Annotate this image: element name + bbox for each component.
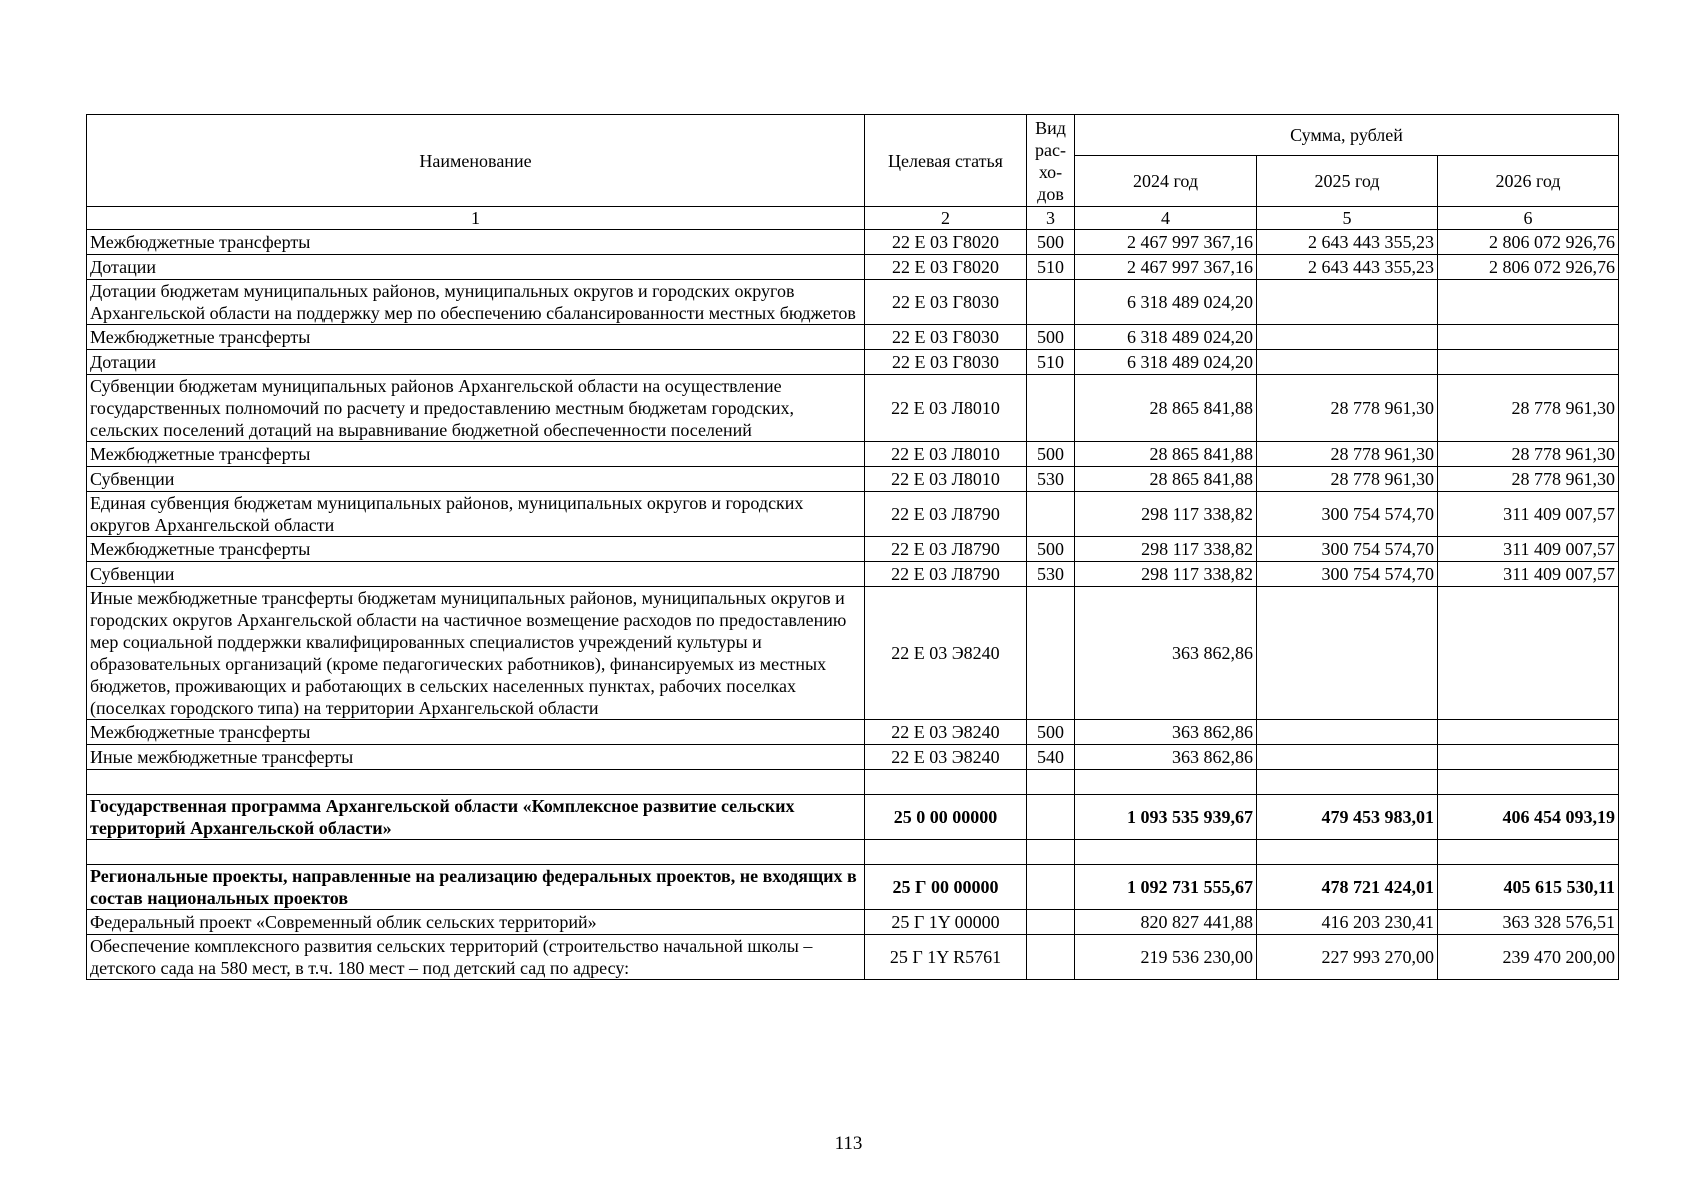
cell-sum-2024: 28 865 841,88 xyxy=(1075,442,1257,467)
cell-target-article: 22 Е 03 Э8240 xyxy=(865,745,1027,770)
table-row xyxy=(87,492,1619,537)
cell-sum-2026: 2 806 072 926,76 xyxy=(1438,255,1619,280)
cell-sum-2024: 2 467 997 367,16 xyxy=(1075,230,1257,255)
cell-name: Субвенции xyxy=(87,562,865,587)
cell-sum-2026: 28 778 961,30 xyxy=(1438,375,1619,442)
page-number: 113 xyxy=(834,1133,863,1154)
cell-sum-2026: 28 778 961,30 xyxy=(1438,442,1619,467)
cell-target-article: 25 Г 1Y 00000 xyxy=(865,910,1027,935)
table-row xyxy=(87,375,1619,442)
cell-target-article: 22 Е 03 Г8030 xyxy=(865,325,1027,350)
header-year-2026: 2026 год xyxy=(1438,156,1619,207)
table-row xyxy=(87,745,1619,770)
cell-expense-type: 500 xyxy=(1027,325,1075,350)
cell-name: Федеральный проект «Современный облик сельских территорий» xyxy=(87,910,865,935)
cell-sum-2024: 820 827 441,88 xyxy=(1075,910,1257,935)
cell-sum-2026 xyxy=(1438,720,1619,745)
cell-expense-type xyxy=(1027,840,1075,865)
cell-name: Межбюджетные трансферты xyxy=(87,442,865,467)
cell-name: Межбюджетные трансферты xyxy=(87,325,865,350)
cell-sum-2026: 28 778 961,30 xyxy=(1438,467,1619,492)
cell-sum-2025 xyxy=(1257,720,1438,745)
cell-expense-type: 540 xyxy=(1027,745,1075,770)
table-row xyxy=(87,442,1619,467)
table-row xyxy=(87,350,1619,375)
cell-sum-2024: 298 117 338,82 xyxy=(1075,492,1257,537)
cell-expense-type: 530 xyxy=(1027,562,1075,587)
cell-target-article: 22 Е 03 Г8020 xyxy=(865,255,1027,280)
column-number: 4 xyxy=(1075,207,1257,230)
table-row xyxy=(87,230,1619,255)
table-row xyxy=(87,910,1619,935)
cell-name xyxy=(87,840,865,865)
cell-expense-type xyxy=(1027,492,1075,537)
cell-sum-2025: 2 643 443 355,23 xyxy=(1257,255,1438,280)
cell-target-article: 22 Е 03 Л8790 xyxy=(865,492,1027,537)
cell-sum-2026 xyxy=(1438,325,1619,350)
budget-table xyxy=(86,114,1619,980)
cell-sum-2024: 2 467 997 367,16 xyxy=(1075,255,1257,280)
cell-target-article: 22 Е 03 Г8030 xyxy=(865,350,1027,375)
cell-target-article: 22 Е 03 Э8240 xyxy=(865,720,1027,745)
cell-expense-type xyxy=(1027,587,1075,720)
cell-expense-type: 500 xyxy=(1027,720,1075,745)
cell-sum-2025: 478 721 424,01 xyxy=(1257,865,1438,910)
header-row xyxy=(87,115,1619,156)
header-expense-type: Вид рас- хо- дов xyxy=(1027,115,1075,207)
column-number: 5 xyxy=(1257,207,1438,230)
cell-name: Региональные проекты, направленные на реализацию федеральных проектов, не входящих в состав национальных проектов xyxy=(87,865,865,910)
column-numbers-row xyxy=(87,207,1619,230)
cell-sum-2024: 363 862,86 xyxy=(1075,587,1257,720)
cell-sum-2026: 311 409 007,57 xyxy=(1438,537,1619,562)
cell-target-article: 25 0 00 00000 xyxy=(865,795,1027,840)
cell-sum-2026 xyxy=(1438,280,1619,325)
cell-sum-2026 xyxy=(1438,587,1619,720)
cell-sum-2024: 363 862,86 xyxy=(1075,745,1257,770)
table-row xyxy=(87,935,1619,980)
cell-name: Единая субвенция бюджетам муниципальных районов, муниципальных округов и городских округов Архангельской области xyxy=(87,492,865,537)
cell-target-article: 22 Е 03 Л8010 xyxy=(865,442,1027,467)
cell-sum-2025 xyxy=(1257,280,1438,325)
cell-name: Межбюджетные трансферты xyxy=(87,537,865,562)
table-row xyxy=(87,562,1619,587)
cell-sum-2026: 405 615 530,11 xyxy=(1438,865,1619,910)
cell-expense-type: 500 xyxy=(1027,537,1075,562)
cell-sum-2025: 227 993 270,00 xyxy=(1257,935,1438,980)
cell-name: Иные межбюджетные трансферты бюджетам муниципальных районов, муниципальных округов и городских округов Архангельской области на частичное возмещение расходов по предоставлению мер социальной поддержки квалифицированных специалистов учреждений культуры и образовательных организаций (кроме педагогических работников), финансируемых из местных бюджетов, проживающих и работающих в сельских населенных пунктах, рабочих поселках (поселках городского типа) на территории Архангельской области xyxy=(87,587,865,720)
cell-name: Дотации xyxy=(87,350,865,375)
cell-sum-2024: 28 865 841,88 xyxy=(1075,467,1257,492)
cell-name: Иные межбюджетные трансферты xyxy=(87,745,865,770)
header-target-article: Целевая статья xyxy=(865,115,1027,207)
cell-sum-2024: 1 092 731 555,67 xyxy=(1075,865,1257,910)
cell-target-article: 25 Г 00 00000 xyxy=(865,865,1027,910)
cell-expense-type xyxy=(1027,865,1075,910)
cell-sum-2024 xyxy=(1075,840,1257,865)
cell-sum-2025: 28 778 961,30 xyxy=(1257,442,1438,467)
cell-sum-2025: 300 754 574,70 xyxy=(1257,562,1438,587)
cell-sum-2025 xyxy=(1257,770,1438,795)
table-row xyxy=(87,255,1619,280)
cell-sum-2026: 311 409 007,57 xyxy=(1438,562,1619,587)
cell-sum-2024: 6 318 489 024,20 xyxy=(1075,325,1257,350)
cell-sum-2024: 298 117 338,82 xyxy=(1075,562,1257,587)
column-number: 3 xyxy=(1027,207,1075,230)
cell-expense-type: 510 xyxy=(1027,350,1075,375)
cell-sum-2026: 406 454 093,19 xyxy=(1438,795,1619,840)
cell-expense-type: 500 xyxy=(1027,230,1075,255)
document-page xyxy=(86,114,1618,980)
cell-sum-2025: 416 203 230,41 xyxy=(1257,910,1438,935)
cell-sum-2025: 300 754 574,70 xyxy=(1257,492,1438,537)
cell-expense-type: 500 xyxy=(1027,442,1075,467)
cell-sum-2024 xyxy=(1075,770,1257,795)
column-number: 2 xyxy=(865,207,1027,230)
table-row xyxy=(87,720,1619,745)
cell-sum-2026: 239 470 200,00 xyxy=(1438,935,1619,980)
cell-name: Государственная программа Архангельской области «Комплексное развитие сельских территорий Архангельской области» xyxy=(87,795,865,840)
cell-target-article: 22 Е 03 Э8240 xyxy=(865,587,1027,720)
column-number: 1 xyxy=(87,207,865,230)
cell-name: Дотации бюджетам муниципальных районов, муниципальных округов и городских округов Архангельской области на поддержку мер по обеспечению сбалансированности местных бюджетов xyxy=(87,280,865,325)
cell-sum-2025 xyxy=(1257,840,1438,865)
cell-sum-2025: 300 754 574,70 xyxy=(1257,537,1438,562)
header-year-2024: 2024 год xyxy=(1075,156,1257,207)
cell-sum-2026 xyxy=(1438,745,1619,770)
column-number: 6 xyxy=(1438,207,1619,230)
cell-name: Субвенции xyxy=(87,467,865,492)
cell-expense-type xyxy=(1027,375,1075,442)
table-row xyxy=(87,865,1619,910)
cell-sum-2024: 1 093 535 939,67 xyxy=(1075,795,1257,840)
cell-sum-2026: 2 806 072 926,76 xyxy=(1438,230,1619,255)
spacer-row xyxy=(87,840,1619,865)
cell-sum-2026: 363 328 576,51 xyxy=(1438,910,1619,935)
cell-sum-2025: 28 778 961,30 xyxy=(1257,467,1438,492)
cell-sum-2025 xyxy=(1257,587,1438,720)
cell-sum-2024: 6 318 489 024,20 xyxy=(1075,350,1257,375)
cell-sum-2025 xyxy=(1257,350,1438,375)
table-row xyxy=(87,325,1619,350)
cell-target-article: 22 Е 03 Г8020 xyxy=(865,230,1027,255)
header-year-2025: 2025 год xyxy=(1257,156,1438,207)
cell-name: Обеспечение комплексного развития сельских территорий (строительство начальной школы – детского сада на 580 мест, в т.ч. 180 мест – под детский сад по адресу: xyxy=(87,935,865,980)
table-row xyxy=(87,587,1619,720)
cell-sum-2024: 298 117 338,82 xyxy=(1075,537,1257,562)
spacer-row xyxy=(87,770,1619,795)
cell-name: Межбюджетные трансферты xyxy=(87,720,865,745)
cell-sum-2026 xyxy=(1438,350,1619,375)
cell-sum-2026 xyxy=(1438,840,1619,865)
cell-sum-2025: 2 643 443 355,23 xyxy=(1257,230,1438,255)
cell-sum-2025: 479 453 983,01 xyxy=(1257,795,1438,840)
cell-name: Дотации xyxy=(87,255,865,280)
cell-sum-2025: 28 778 961,30 xyxy=(1257,375,1438,442)
cell-sum-2024: 219 536 230,00 xyxy=(1075,935,1257,980)
cell-sum-2026 xyxy=(1438,770,1619,795)
cell-target-article xyxy=(865,840,1027,865)
cell-name xyxy=(87,770,865,795)
table-row xyxy=(87,795,1619,840)
cell-sum-2024: 363 862,86 xyxy=(1075,720,1257,745)
cell-target-article: 25 Г 1Y R5761 xyxy=(865,935,1027,980)
cell-name: Субвенции бюджетам муниципальных районов Архангельской области на осуществление государственных полномочий по расчету и предоставлению местным бюджетам городских, сельских поселений дотаций на выравнивание бюджетной обеспеченности поселений xyxy=(87,375,865,442)
cell-sum-2025 xyxy=(1257,325,1438,350)
cell-target-article: 22 Е 03 Г8030 xyxy=(865,280,1027,325)
cell-target-article xyxy=(865,770,1027,795)
header-sum: Сумма, рублей xyxy=(1075,115,1619,156)
cell-expense-type xyxy=(1027,280,1075,325)
cell-sum-2026: 311 409 007,57 xyxy=(1438,492,1619,537)
cell-target-article: 22 Е 03 Л8790 xyxy=(865,562,1027,587)
table-row xyxy=(87,280,1619,325)
cell-expense-type xyxy=(1027,935,1075,980)
cell-name: Межбюджетные трансферты xyxy=(87,230,865,255)
cell-expense-type: 530 xyxy=(1027,467,1075,492)
cell-sum-2024: 6 318 489 024,20 xyxy=(1075,280,1257,325)
cell-expense-type xyxy=(1027,910,1075,935)
table-row xyxy=(87,467,1619,492)
cell-expense-type: 510 xyxy=(1027,255,1075,280)
cell-target-article: 22 Е 03 Л8790 xyxy=(865,537,1027,562)
cell-sum-2024: 28 865 841,88 xyxy=(1075,375,1257,442)
cell-target-article: 22 Е 03 Л8010 xyxy=(865,467,1027,492)
table-row xyxy=(87,537,1619,562)
header-name: Наименование xyxy=(87,115,865,207)
cell-expense-type xyxy=(1027,770,1075,795)
cell-target-article: 22 Е 03 Л8010 xyxy=(865,375,1027,442)
cell-expense-type xyxy=(1027,795,1075,840)
cell-sum-2025 xyxy=(1257,745,1438,770)
